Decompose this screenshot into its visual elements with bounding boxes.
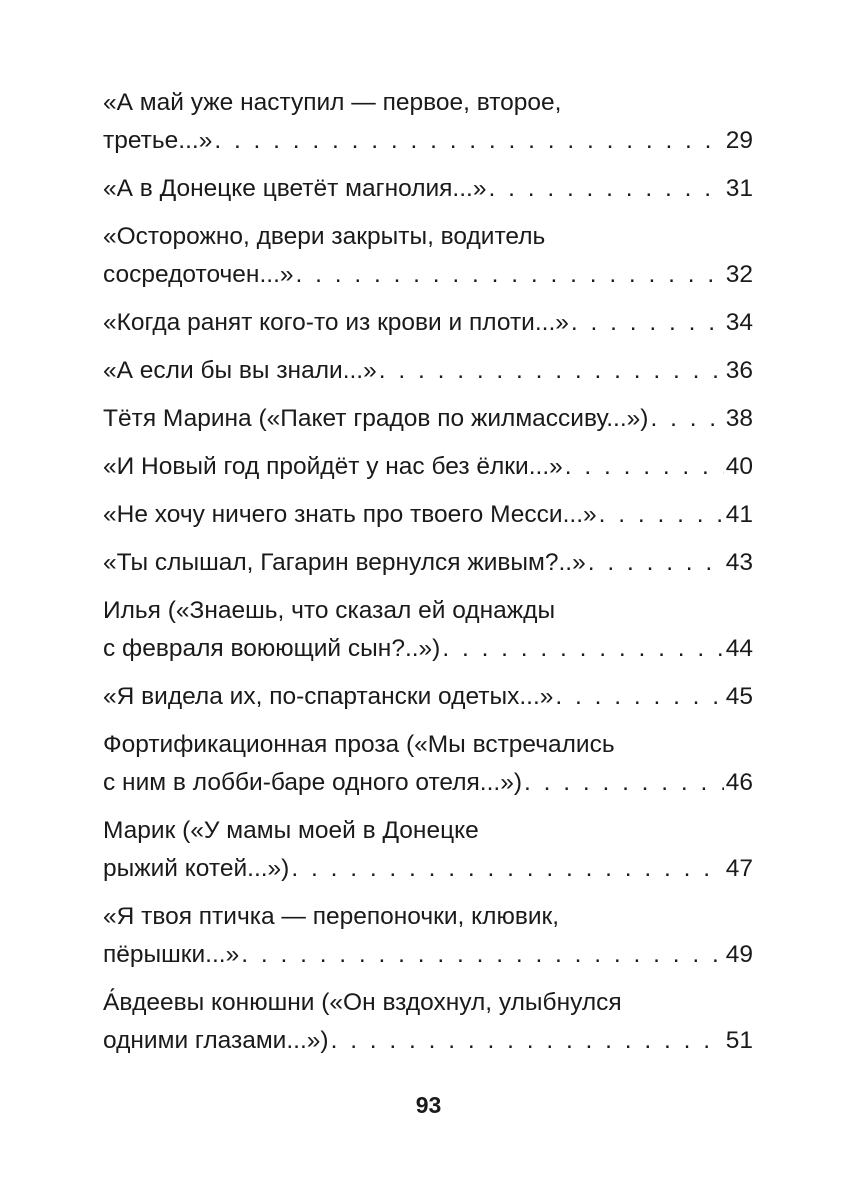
toc-entry [103,678,753,716]
entry-page-number: 44 [725,635,753,662]
toc-entry [103,812,753,888]
dot-leader [379,352,724,390]
entry-page-number: 43 [725,549,753,576]
dot-leader [442,630,723,668]
entry-title-line: сосредоточен...» [103,261,294,288]
entry-page-number: 45 [725,683,753,710]
entry-page-number: 46 [725,769,753,796]
entry-last-line [103,352,753,390]
table-of-contents [103,84,753,1070]
dot-leader [291,850,723,888]
entry-last-line [103,256,753,294]
entry-last-line [103,544,753,582]
entry-title-line: Марик («У мамы моей в Донецке [103,817,479,844]
entry-page-number: 29 [725,127,753,154]
entry-page-number: 49 [725,941,753,968]
dot-leader [599,496,724,534]
entry-title-line: пёрышки...» [103,941,240,968]
entry-title-line: одними глазами...») [103,1027,329,1054]
toc-entry [103,448,753,486]
dot-leader [296,256,724,294]
entry-page-number: 34 [725,309,753,336]
entry-page-number: 36 [725,357,753,384]
entry-title-line: «Я твоя птичка — перепоночки, клювик, [103,903,560,930]
entry-last-line [103,304,753,342]
entry-title-line: третье...» [103,127,213,154]
dot-leader [524,764,724,802]
entry-page-number: 38 [725,405,753,432]
entry-last-line [103,678,753,716]
entry-last-line [103,400,753,438]
toc-entry [103,400,753,438]
entry-title-line: А́вдеевы конюшни («Он вздохнул, улыбнулся [103,989,622,1016]
entry-title-line: «Не хочу ничего знать про твоего Месси...» [103,501,597,528]
entry-title-line: «И Новый год пройдёт у нас без ёлки...» [103,453,563,480]
entry-page-number: 51 [725,1027,753,1054]
entry-last-line [103,1022,753,1060]
page-number: 93 [415,1092,442,1118]
entry-last-line [103,122,753,160]
dot-leader [241,936,724,974]
entry-title-line: «А в Донецке цветёт магнолия...» [103,175,487,202]
entry-page-number: 32 [725,261,753,288]
toc-entry [103,218,753,294]
entry-title-line: «А май уже наступил — первое, второе, [103,89,562,116]
entry-title-line: «Когда ранят кого-то из крови и плоти...» [103,309,569,336]
dot-leader [214,122,723,160]
toc-entry [103,352,753,390]
entry-last-line [103,448,753,486]
dot-leader [488,170,723,208]
toc-entry [103,304,753,342]
dot-leader [650,400,723,438]
toc-entry [103,726,753,802]
entry-title-line: «Осторожно, двери закрыты, водитель [103,223,546,250]
entry-page-number: 47 [725,855,753,882]
dot-leader [571,304,724,342]
entry-last-line [103,630,753,668]
toc-entry [103,84,753,160]
entry-last-line [103,764,753,802]
toc-entry [103,170,753,208]
toc-entry [103,898,753,974]
dot-leader [555,678,723,716]
entry-title-line: с ним в лобби-баре одного отеля...») [103,769,522,796]
entry-title-line: с февраля воюющий сын?..») [103,635,441,662]
dot-leader [588,544,724,582]
entry-page-number: 31 [725,175,753,202]
entry-page-number: 40 [725,453,753,480]
entry-last-line [103,496,753,534]
toc-entry [103,592,753,668]
entry-last-line [103,936,753,974]
entry-title-line: «Ты слышал, Гагарин вернулся живым?..» [103,549,586,576]
toc-entry [103,984,753,1060]
entry-last-line [103,850,753,888]
dot-leader [331,1022,724,1060]
entry-page-number: 41 [725,501,753,528]
entry-title-line: Тётя Марина («Пакет градов по жилмассиву...») [103,405,649,432]
entry-title-line: рыжий котей...») [103,855,290,882]
dot-leader [565,448,724,486]
entry-title-line: Илья («Знаешь, что сказал ей однажды [103,597,556,624]
toc-entry [103,496,753,534]
entry-title-line: «А если бы вы знали...» [103,357,377,384]
entry-title-line: Фортификационная проза («Мы встречались [103,731,615,758]
toc-entry [103,544,753,582]
entry-title-line: «Я видела их, по-спартански одетых...» [103,683,554,710]
entry-last-line [103,170,753,208]
